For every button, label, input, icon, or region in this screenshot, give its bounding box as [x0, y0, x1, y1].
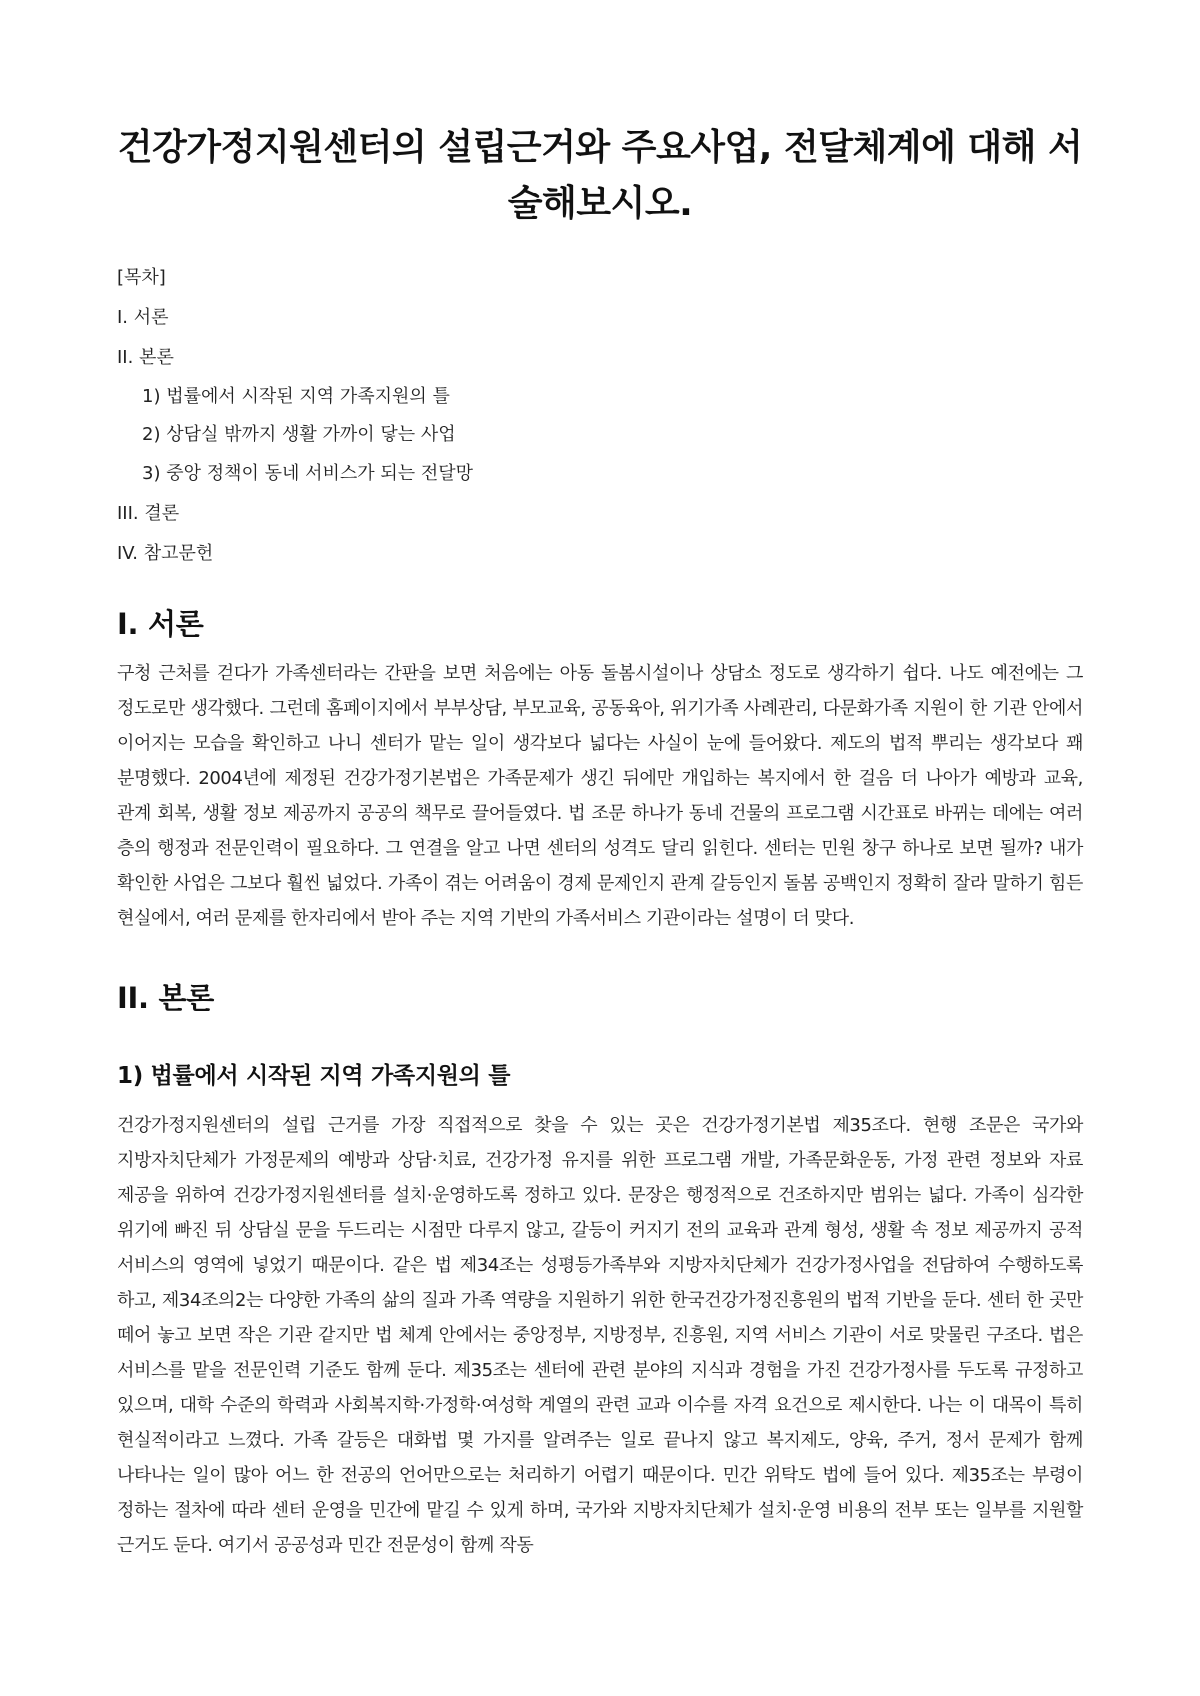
- intro-paragraph: 구청 근처를 걷다가 가족센터라는 간판을 보면 처음에는 아동 돌봄시설이나 상담소 정도로 생각하기 쉽다. 나도 예전에는 그 정도로만 생각했다. 그런데 홈페이지에서 부부상담, 부모교육, 공동육아, 위기가족 사례관리, 다문화가족 지원이 한 기관 안에서 이어지는 모습을 확인하고 나니 센터가 맡는 일이 생각보다 넓다는 사실이 눈에 들어왔다. 제도의 법적 뿌리는 생각보다 꽤 분명했다. 2004년에 제정된 건강가정기본법은 가족문제가 생긴 뒤에만 개입하는 복지에서 한 걸음 더 나아가 예방과 교육, 관계 회복, 생활 정보 제공까지 공공의 책무로 끌어들였다. 법 조문 하나가 동네 건물의 프로그램 시간표로 바뀌는 데에는 여러 층의 행정과 전문인력이 필요하다. 그 연결을 알고 나면 센터의 성격도 달리 읽힌다. 센터는 민원 창구 하나로 보면 될까? 내가 확인한 사업은 그보다 훨씬 넓었다. 가족이 겪는 어려움이 경제 문제인지 관계 갈등인지 돌봄 공백인지 정확히 잘라 말하기 힘든 현실에서, 여러 문제를 한자리에서 받아 주는 지역 기반의 가족서비스 기관이라는 설명이 더 맞다.: [117, 663, 1083, 929]
- toc-item-intro: I. 서론: [117, 307, 169, 328]
- toc-subitem-1: 1) 법률에서 시작된 지역 가족지원의 틀: [142, 386, 450, 407]
- toc-subitem-2: 2) 상담실 밖까지 생활 가까이 닿는 사업: [142, 424, 456, 445]
- toc-item-references: IV. 참고문헌: [117, 543, 214, 564]
- toc-item-conclusion: III. 결론: [117, 503, 180, 524]
- document-title: 건강가정지원센터의 설립근거와 주요사업, 전달체계에 대해 서술해보시오.: [117, 127, 1083, 224]
- section-heading-main: II. 본론: [117, 981, 214, 1015]
- section-heading-intro: I. 서론: [117, 607, 204, 641]
- toc-heading: [목차]: [117, 267, 166, 288]
- table-of-contents: [117, 258, 1083, 574]
- toc-subitem-3: 3) 중앙 정책이 동네 서비스가 되는 전달망: [142, 463, 474, 484]
- toc-item-main: II. 본론: [117, 347, 174, 368]
- subsection-heading-1: 1) 법률에서 시작된 지역 가족지원의 틀: [117, 1063, 511, 1089]
- subsection-1-paragraph: 건강가정지원센터의 설립 근거를 가장 직접적으로 찾을 수 있는 곳은 건강가정기본법 제35조다. 현행 조문은 국가와 지방자치단체가 가정문제의 예방과 상담·치료, 건강가정 유지를 위한 프로그램 개발, 가족문화운동, 가정 관련 정보와 자료 제공을 위하여 건강가정지원센터를 설치·운영하도록 정하고 있다. 문장은 행정적으로 건조하지만 범위는 넓다. 가족이 심각한 위기에 빠진 뒤 상담실 문을 두드리는 시점만 다루지 않고, 갈등이 커지기 전의 교육과 관계 형성, 생활 속 정보 제공까지 공적 서비스의 영역에 넣었기 때문이다. 같은 법 제34조는 성평등가족부와 지방자치단체가 건강가정사업을 전담하여 수행하도록 하고, 제34조의2는 다양한 가족의 삶의 질과 가족 역량을 지원하기 위한 한국건강가정진흥원의 법적 기반을 둔다. 센터 한 곳만 떼어 놓고 보면 작은 기관 같지만 법 체계 안에서는 중앙정부, 지방정부, 진흥원, 지역 서비스 기관이 서로 맞물린 구조다. 법은 서비스를 맡을 전문인력 기준도 함께 둔다. 제35조는 센터에 관련 분야의 지식과 경험을 가진 건강가정사를 두도록 규정하고 있으며, 대학 수준의 학력과 사회복지학·가정학·여성학 계열의 관련 교과 이수를 자격 요건으로 제시한다. 나는 이 대목이 특히 현실적이라고 느꼈다. 가족 갈등은 대화법 몇 가지를 알려주는 일로 끝나지 않고 복지제도, 양육, 주거, 정서 문제가 함께 나타나는 일이 많아 어느 한 전공의 언어만으로는 처리하기 어렵기 때문이다. 민간 위탁도 법에 들어 있다. 제35조는 부령이 정하는 절차에 따라 센터 운영을 민간에 맡길 수 있게 하며, 국가와 지방자치단체가 설치·운영 비용의 전부 또는 일부를 지원할 근거도 둔다. 여기서 공공성과 민간 전문성이 함께 작동: [117, 1115, 1083, 1556]
- document-page: [117, 120, 1083, 1563]
